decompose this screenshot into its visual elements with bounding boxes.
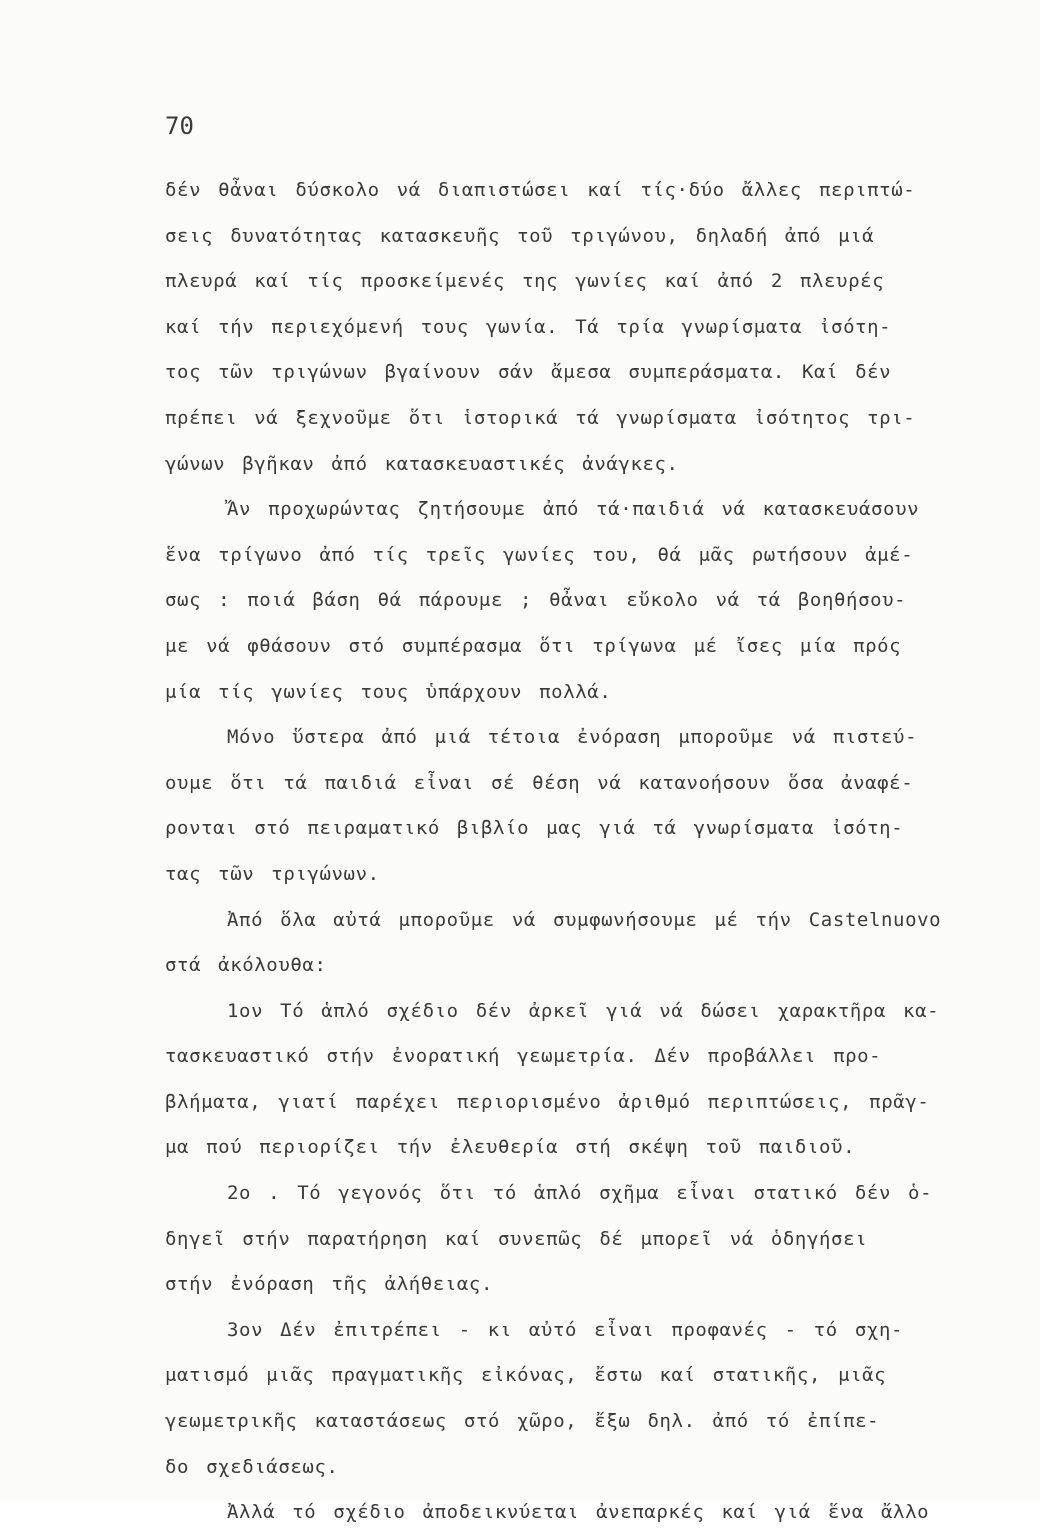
text-line: ουμε ὅτι τά παιδιά εἶναι σέ θέση νά κατανοήσουν ὅσα ἀναφέ- <box>165 771 914 794</box>
text-line: τος τῶν τριγώνων βγαίνουν σάν ἄμεσα συμπεράσματα. Καί δέν <box>165 361 892 384</box>
text-line: πρέπει νά ξεχνοῦμε ὅτι ἱστορικά τά γνωρίσματα ἰσότητος τρι- <box>165 406 916 429</box>
text-line: ρονται στό πειραματικό βιβλίο μας γιά τά γνωρίσματα ἰσότη- <box>165 817 904 840</box>
text-line: δηγεῖ στήν παρατήρηση καί συνεπῶς δέ μπορεῖ νά ὁδηγήσει <box>165 1227 868 1250</box>
text-line: ματισμό μιᾶς πραγματικῆς εἰκόνας, ἔστω καί στατικῆς, μιᾶς <box>165 1364 887 1387</box>
text-line: Ἀπό ὅλα αὐτά μποροῦμε νά συμφωνήσουμε μέ τήν Castelnuovo <box>227 908 942 931</box>
text-line: Ἀλλά τό σχέδιο ἀποδεικνύεται ἀνεπαρκές καί γιά ἕνα ἄλλο <box>227 1501 930 1524</box>
text-line: στά ἀκόλουθα: <box>165 954 327 977</box>
text-line: καί τήν περιεχόμενή τους γωνία. Τά τρία γνωρίσματα ἰσότη- <box>165 315 892 338</box>
text-line: με νά φθάσουν στό συμπέρασμα ὅτι τρίγωνα μέ ἴσες μία πρός <box>165 634 902 657</box>
body-text <box>165 168 995 1536</box>
text-line: στήν ἐνόραση τῆς ἀλήθειας. <box>165 1273 494 1296</box>
text-line: γεωμετρικῆς καταστάσεως στό χῶρο, ἔξω δηλ. ἀπό τό ἐπίπε- <box>165 1410 880 1433</box>
text-line: Ἄν προχωρώντας ζητήσουμε ἀπό τά·παιδιά νά κατασκευάσουν <box>227 498 920 521</box>
text-line: μία τίς γωνίες τους ὑπάρχουν πολλά. <box>165 680 612 703</box>
text-line: τας τῶν τριγώνων. <box>165 862 380 885</box>
text-line: βλήματα, γιατί παρέχει περιορισμένο ἀριθμό περιπτώσεις, πρᾶγ- <box>165 1090 930 1113</box>
text-line: πλευρά καί τίς προσκείμενές της γωνίες καί ἀπό 2 πλευρές <box>165 270 885 293</box>
text-line: γώνων βγῆκαν ἀπό κατασκευαστικές ἀνάγκες. <box>165 452 679 475</box>
text-line: μα πού περιορίζει τήν ἐλευθερία στή σκέψη τοῦ παιδιοῦ. <box>165 1136 856 1159</box>
text-line: δέν θἆναι δύσκολο νά διαπιστώσει καί τίς·δύο ἄλλες περιπτώ- <box>165 179 916 201</box>
page-number: 70 <box>165 112 194 140</box>
text-line: ἕνα τρίγωνο ἀπό τίς τρεῖς γωνίες του, θά μᾶς ρωτήσουν ἀμέ- <box>165 543 914 566</box>
text-line: δο σχεδιάσεως. <box>165 1455 339 1478</box>
text-line: σως : ποιά βάση θά πάρουμε ; θἆναι εὔκολο νά τά βοηθήσου- <box>165 589 907 612</box>
text-line: 1ον Τό ἁπλό σχέδιο δέν ἀρκεῖ γιά νά δώσει χαρακτῆρα κα- <box>227 999 940 1022</box>
text-line: Μόνο ὕστερα ἀπό μιά τέτοια ἐνόραση μποροῦμε νά πιστεύ- <box>227 726 918 749</box>
text-line: σεις δυνατότητας κατασκευῆς τοῦ τριγώνου, δηλαδή ἀπό μιά <box>165 224 875 247</box>
text-line: τασκευαστικό στήν ἐνορατική γεωμετρία. Δέν προβάλλει προ- <box>165 1045 882 1068</box>
text-line: 2ο . Τό γεγονός ὅτι τό ἁπλό σχῆμα εἶναι στατικό δέν ὁ- <box>227 1182 933 1205</box>
text-line: 3ον Δέν ἐπιτρέπει - κι αὐτό εἶναι προφανές - τό σχη- <box>227 1318 904 1341</box>
